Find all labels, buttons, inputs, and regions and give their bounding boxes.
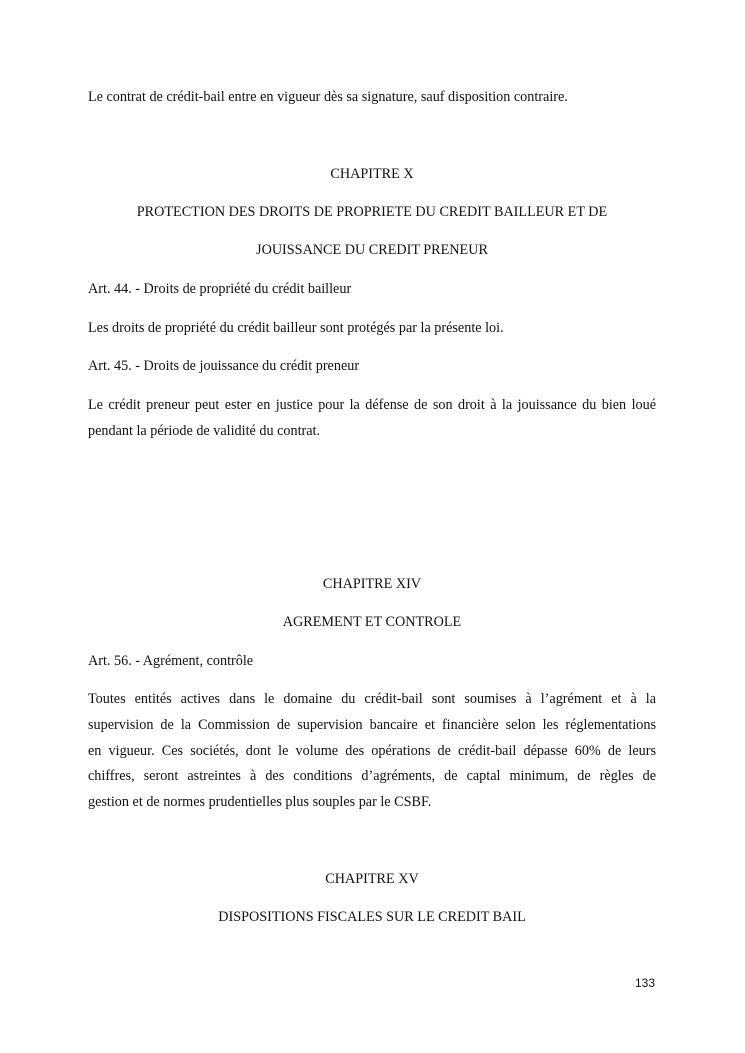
chapter-xiv-title: AGREMENT ET CONTROLE <box>282 614 462 630</box>
chapter-xiv-heading: CHAPITRE XIV <box>322 576 422 592</box>
chapter-x-title-line1: PROTECTION DES DROITS DE PROPRIETE DU CREDIT BAILLEUR ET DE <box>136 204 608 220</box>
art44-heading: Art. 44. - Droits de propriété du crédit bailleur <box>88 281 352 297</box>
art56-heading: Art. 56. - Agrément, contrôle <box>88 653 254 669</box>
intro-paragraph: Le contrat de crédit-bail entre en vigueur dès sa signature, sauf disposition contraire. <box>88 89 568 105</box>
chapter-xv-heading: CHAPITRE XV <box>325 871 419 887</box>
art56-line3: en vigueur. Ces sociétés, dont le volume des opérations de crédit-bail dépasse 60% de leurs <box>88 743 656 759</box>
art45-text-line2: pendant la période de validité du contrat. <box>88 423 321 439</box>
page-number: 133 <box>634 976 655 990</box>
art56-line5: gestion et de normes prudentielles plus souples par le CSBF. <box>88 794 432 810</box>
art45-text-line1: Le crédit preneur peut ester en justice pour la défense de son droit à la jouissance du bien loué <box>88 397 656 413</box>
art44-text: Les droits de propriété du crédit bailleur sont protégés par la présente loi. <box>88 320 504 336</box>
chapter-x-heading: CHAPITRE X <box>330 166 414 182</box>
art56-line1: Toutes entités actives dans le domaine du crédit-bail sont soumises à l’agrément et à la <box>88 691 656 707</box>
chapter-x-title-line2: JOUISSANCE DU CREDIT PRENEUR <box>256 242 488 258</box>
art56-line4: chiffres, seront astreintes à des conditions d’agréments, de captal minimum, de règles de <box>88 768 656 784</box>
art45-heading: Art. 45. - Droits de jouissance du crédit preneur <box>88 358 360 374</box>
art56-line2: supervision de la Commission de supervision bancaire et financière selon les réglementations <box>88 717 656 733</box>
chapter-xv-title: DISPOSITIONS FISCALES SUR LE CREDIT BAIL <box>218 909 526 925</box>
